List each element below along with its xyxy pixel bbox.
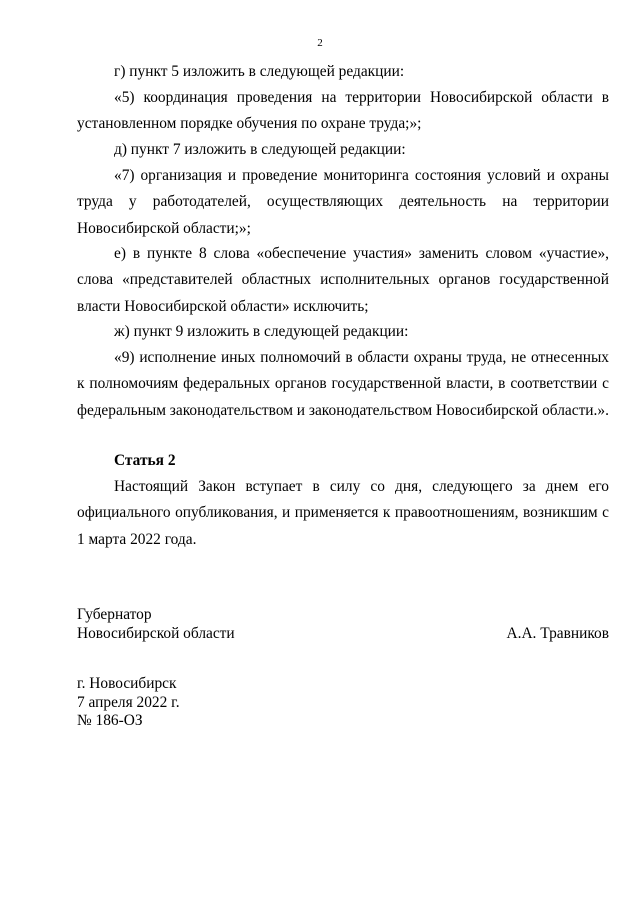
paragraph-item-g: г) пункт 5 изложить в следующей редакции: bbox=[114, 63, 405, 80]
place-date: 7 апреля 2022 г. bbox=[77, 693, 180, 711]
page-number: 2 bbox=[317, 37, 323, 49]
paragraph-item-5-text: «5) координация проведения на территории Новосибирской области в установленном порядке обучения по охране труда;»; bbox=[77, 89, 609, 133]
place-date-block bbox=[77, 675, 180, 731]
article-heading: Статья 2 bbox=[114, 452, 176, 469]
paragraph-item-7-text: «7) организация и проведение мониторинга состояния условий и охраны труда у работодателей, осуществляющих деятельность на территории Новосибирской области;»; bbox=[77, 167, 609, 237]
law-number: № 186-ОЗ bbox=[77, 712, 143, 729]
paragraph-item-e: е) в пункте 8 слова «обеспечение участия» заменить словом «участие», слова «представителей областных исполнительных органов государственной власти Новосибирской области» исключить; bbox=[77, 245, 609, 315]
paragraph-item-zh: ж) пункт 9 изложить в следующей редакции: bbox=[114, 323, 409, 340]
signature-row bbox=[77, 624, 609, 644]
paragraph-item-d: д) пункт 7 изложить в следующей редакции: bbox=[114, 141, 406, 158]
signature-position-line2: Новосибирской области bbox=[77, 625, 235, 642]
place-city: г. Новосибирск bbox=[77, 675, 177, 692]
paragraph-item-9-text: «9) исполнение иных полномочий в области охраны труда, не отнесенных к полномочиям федеральных органов государственной власти, в соответствии с федеральным законодательством и законодательством Новосибирской области.». bbox=[77, 349, 609, 419]
article-text: Настоящий Закон вступает в силу со дня, следующего за днем его официального опубликования, и применяется к правоотношениям, возникшим с 1 марта 2022 года. bbox=[77, 478, 609, 548]
signature-name: А.А. Травников bbox=[506, 625, 609, 642]
signature-position-line1: Губернатор bbox=[77, 606, 152, 623]
